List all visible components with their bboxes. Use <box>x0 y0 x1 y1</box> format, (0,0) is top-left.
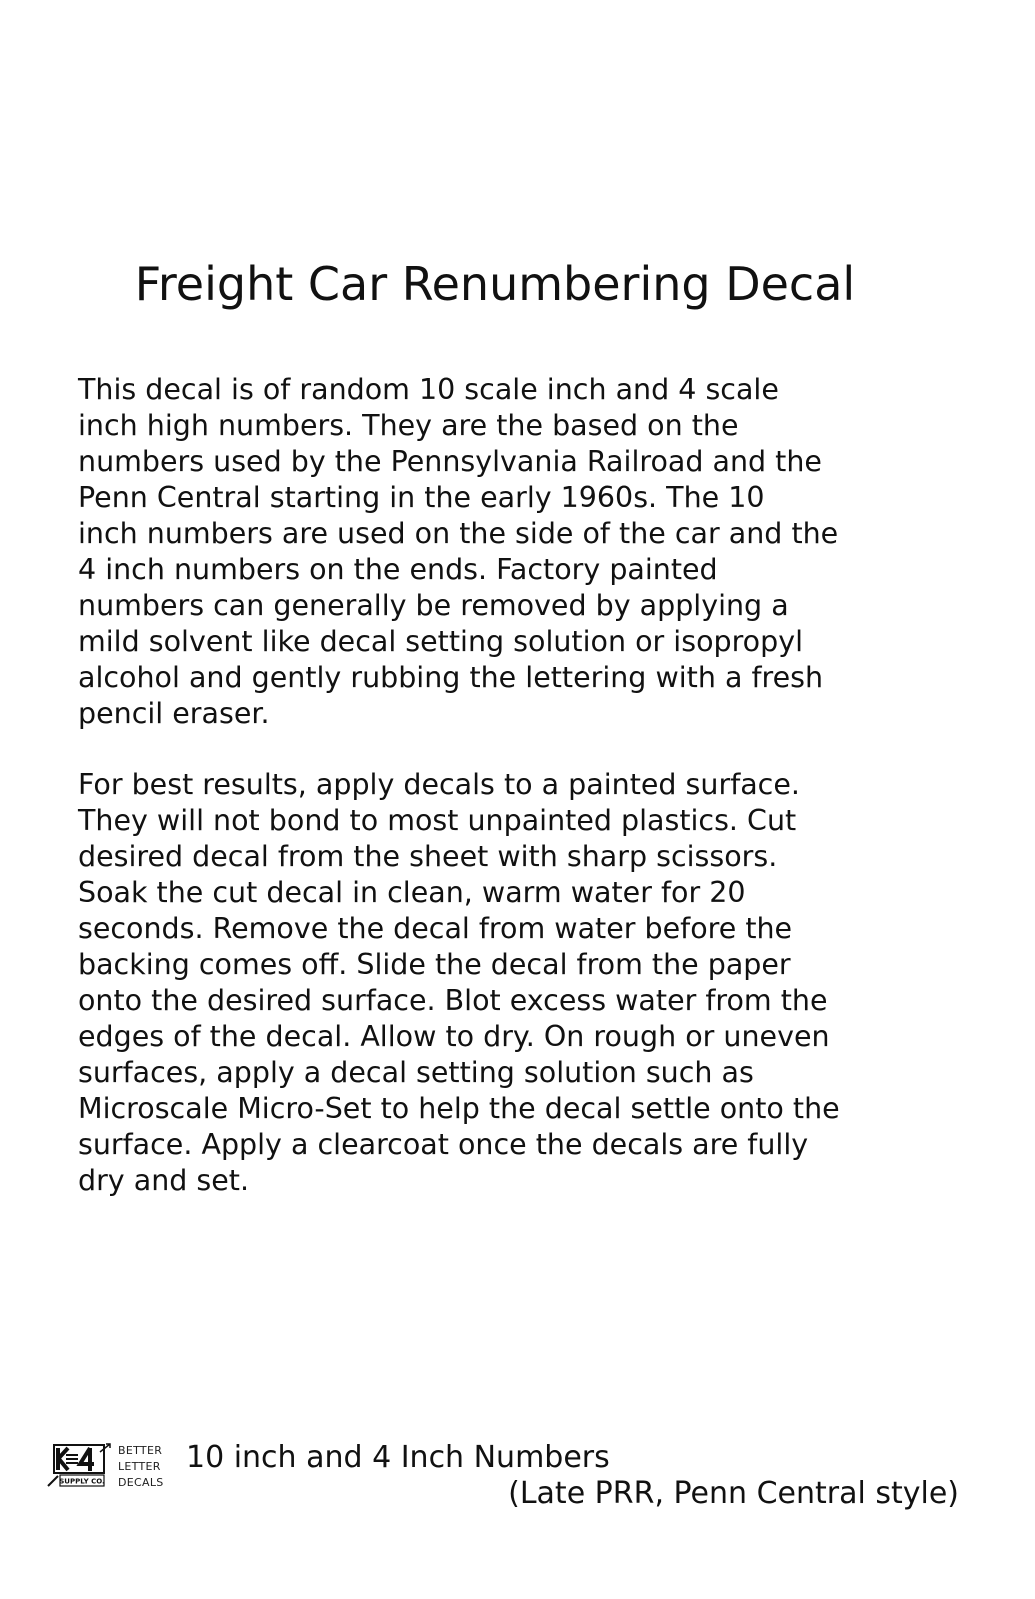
logo-tagline-line: LETTER <box>118 1460 161 1473</box>
logo-tagline-line: DECALS <box>118 1476 164 1489</box>
logo-subtext: SUPPLY CO. <box>59 1477 105 1486</box>
k4-supply-logo <box>46 1442 172 1492</box>
description-paragraph: This decal is of random 10 scale inch and 4 scale inch high numbers. They are the based on the numbers used by the Pennsylvania Railroad and the Penn Central starting in the early 1960s. The 10 inch numbers are used on the side of the car and the 4 inch numbers on the ends. Factory painted numbers can generally be removed by applying a mild solvent like decal setting solution or isopropyl alcohol and gently rubbing the lettering with a fresh pencil eraser. <box>78 373 839 730</box>
page-title: Freight Car Renumbering Decal <box>134 257 856 311</box>
logo-tagline <box>118 1443 164 1491</box>
footer-product-name: 10 inch and 4 Inch Numbers <box>186 1440 610 1475</box>
instructions-paragraph: For best results, apply decals to a painted surface. They will not bond to most unpainted plastics. Cut desired decal from the sheet with sharp scissors. Soak the cut decal in clean, warm water for 20 seconds. Remove the decal from water before the backing comes off. Slide the decal from the paper onto the desired surface. Blot excess water from the edges of the decal. Allow to dry. On rough or uneven surfaces, apply a decal setting solution such as Microscale Micro-Set to help the decal settle onto the surface. Apply a clearcoat once the decals are fully dry and set. <box>78 768 840 1197</box>
k4-logo-mark-icon <box>46 1442 116 1490</box>
logo-tagline-line: BETTER <box>118 1444 163 1457</box>
footer-product-style: (Late PRR, Penn Central style) <box>508 1476 959 1511</box>
